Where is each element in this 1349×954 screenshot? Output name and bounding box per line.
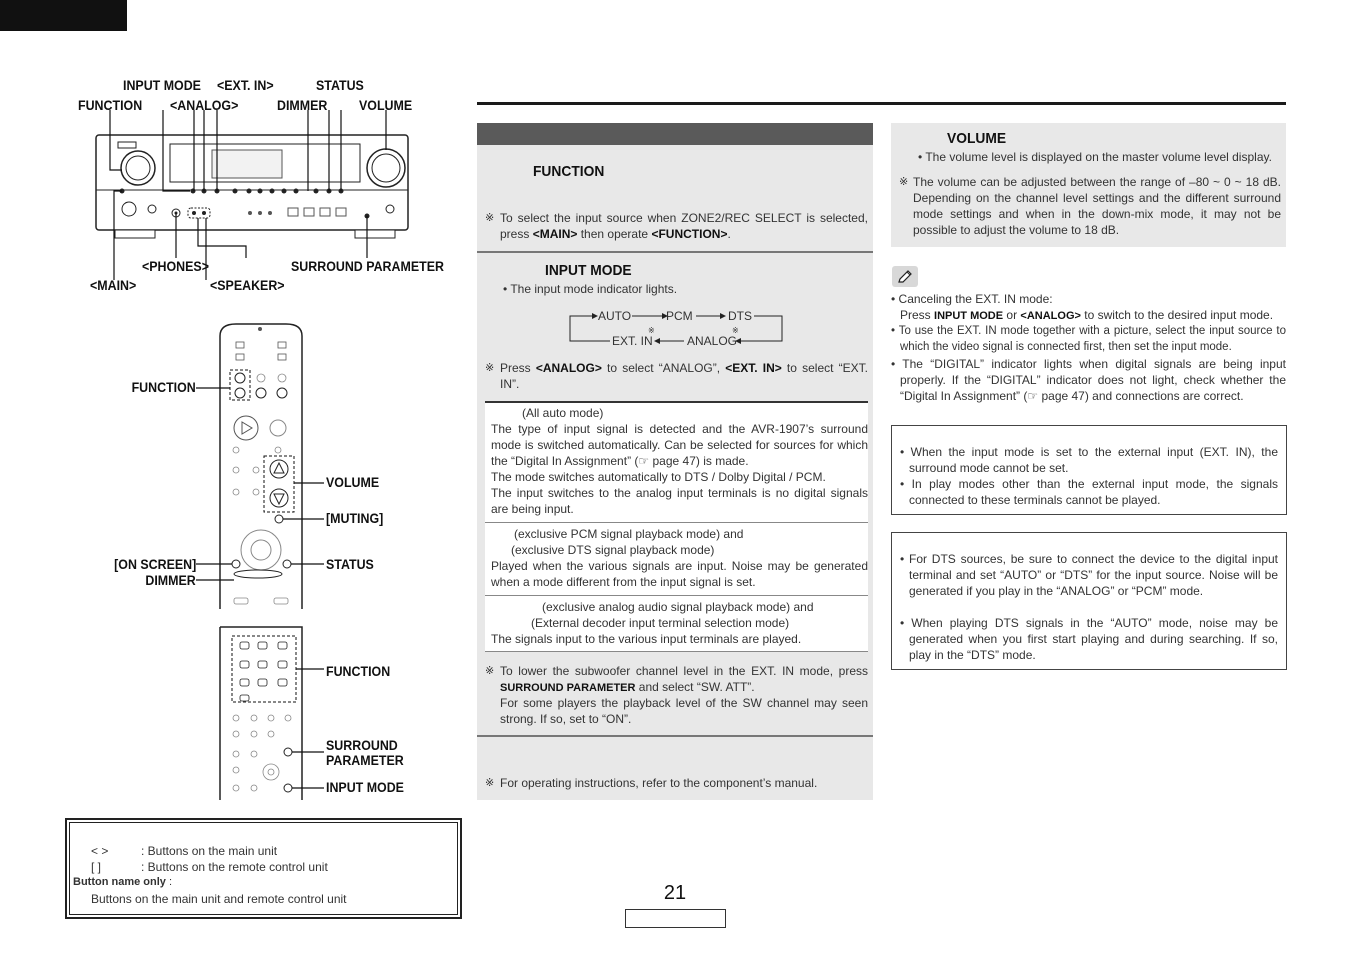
input-mode-note [500,360,868,392]
remote-label-on-screen: [ON SCREEN] [113,557,196,572]
analog-mode-text: The signals input to the various input terminals are played. [491,632,802,646]
function-note-pre: To select the input source when ZONE2/REC SELECT is selected, press [500,211,868,241]
function-section-title: FUNCTION [533,163,605,180]
page-number: 21 [663,882,687,904]
label-volume: VOLUME [359,98,413,113]
remote-label-function-2: FUNCTION [326,664,391,679]
button-legend-box [65,818,462,919]
table-divider [485,522,868,523]
analog-key: <ANALOG> [1020,310,1081,322]
note-mark: ※ [485,777,495,789]
page-tab-marker [0,0,127,31]
main-key: <MAIN> [532,227,578,241]
label-surround-parameter: SURROUND PARAMETER [291,259,444,274]
remote-label-muting: [MUTING] [326,511,384,526]
analog-mode-line: (exclusive analog audio signal playback mode) and [542,600,814,614]
note-mark: ※ [485,665,495,677]
legend-symbol-angle: < > [91,844,109,858]
surround-parameter-key: SURROUND PARAMETER [500,682,636,694]
ext-in-mark: ※ [648,326,655,335]
volume-note: The volume can be adjusted between the range of –80 ~ 0 ~ 18 dB. Depending on the channel level settings and the different surround mode settings and when in the down-mix mode, it may not be possible to adjust the volume to 18 dB. [913,175,1281,237]
subwoofer-note-pre: To lower the subwoofer channel level in the EXT. IN mode, press [500,664,868,678]
note-mark: ※ [485,212,495,224]
legend-symbol-bracket: [ ] [91,860,102,874]
input-note-end: to select “EXT. IN”. [500,361,868,391]
note-box-dts-item-1: • For DTS sources, be sure to connect the device to the digital input terminal and set “AUTO” or “DTS” for the input source. Noise will be generated if you play in the “ANALOG” or “PCM” mode. [900,552,1278,598]
legend-name-only [73,876,172,888]
analog-mark: ※ [732,326,739,335]
label-ext-in: <EXT. IN> [217,78,274,93]
label-speaker: <SPEAKER> [210,278,285,293]
ext-in-key: <EXT. IN> [725,361,782,375]
memo-item-1: • Canceling the EXT. IN mode: [891,292,1053,306]
legend-desc-remote: : Buttons on the remote control unit [141,860,328,874]
memo-end: to switch to the desired input mode. [1080,308,1274,322]
input-mode-section-title: INPUT MODE [545,262,632,279]
mode-pcm: PCM [666,309,693,323]
subwoofer-note-mid: and select “SW. ATT”. [635,680,755,694]
input-note-mid: to select “ANALOG”, [601,361,726,375]
note-mark: ※ [485,362,495,374]
memo-item-1b [900,307,1286,324]
volume-bullet: • The volume level is displayed on the master volume level display. [918,150,1272,164]
label-status: STATUS [316,78,364,93]
label-function: FUNCTION [78,98,143,113]
remote-label-surround: SURROUND [326,738,398,753]
remote-control-illustration [196,322,324,802]
note-box-ext-in-item-1: • When the input mode is set to the external input (EXT. IN), the surround mode cannot be set. [900,445,1278,475]
subwoofer-note-2: For some players the playback level of the SW channel may seen strong. If so, set to “ON”. [500,696,868,726]
memo-pre: Press [900,308,935,322]
label-input-mode: INPUT MODE [123,78,201,93]
legend-desc-both: Buttons on the main unit and remote control unit [91,892,347,906]
function-note [500,210,868,242]
dts-mode-line: (exclusive DTS signal playback mode) [511,543,715,557]
ext-in-mode-line: (External decoder input terminal selection mode) [531,616,790,630]
mode-auto: AUTO [598,309,632,323]
mode-dts: DTS [728,309,752,323]
label-analog: <ANALOG> [170,98,239,113]
note-box-dts-item-2: • When playing DTS signals in the “AUTO” mode, noise may be generated when you first start playing and during searching. If so, play in the “DTS” mode. [900,616,1278,662]
table-bottom-rule [485,651,868,652]
label-dimmer: DIMMER [277,98,328,113]
remote-label-function: FUNCTION [131,380,196,395]
section-top-rule [477,102,1286,105]
analog-key: <ANALOG> [535,361,602,375]
page-number-box [625,909,726,928]
auto-mode-text-3: The input switches to the analog input terminals is no digital signals are being input. [491,486,868,516]
function-note-end: . [727,227,731,241]
memo-item-3: • The “DIGITAL” indicator lights when digital signals are being input properly. If the “DIGITAL” indicator does not light, check whether the “Digital In Assignment” (☞ page 47) and connections are correct. [891,357,1286,403]
divider [477,735,873,737]
note-box-dts [891,532,1287,670]
remote-label-input-mode: INPUT MODE [326,780,404,795]
note-mark: ※ [899,176,909,188]
mode-ext-in: EXT. IN [612,334,653,348]
table-divider [485,595,868,596]
auto-mode-text-2: The mode switches automatically to DTS / Dolby Digital / PCM. [491,470,826,484]
note-box-ext-in-item-2: • In play modes other than the external input mode, the signals connected to these terminals cannot be played. [900,477,1278,507]
volume-section-title: VOLUME [947,130,1007,147]
note-box-ext-in [891,425,1287,515]
input-note-pre: Press [500,361,536,375]
section-header-bar [477,123,873,145]
input-mode-key: INPUT MODE [934,310,1004,322]
mode-analog: ANALOG [687,334,738,348]
pcm-mode-line: (exclusive PCM signal playback mode) and [514,527,744,541]
pencil-icon [892,266,918,287]
operating-note: For operating instructions, refer to the component’s manual. [500,776,818,790]
pcm-dts-text: Played when the various signals are input. Noise may be generated when a mode different from the input signal is set. [491,559,868,589]
legend-name-only-bold: Button name only [73,876,166,888]
memo-item-2: • To use the EXT. IN mode together with a picture, select the input source to which the video signal is connected first, then set the input mode. [891,325,1286,353]
subwoofer-note [500,663,868,696]
function-note-mid: then operate [577,227,652,241]
input-mode-bullet: • The input mode indicator lights. [503,282,678,296]
receiver-front-panel-illustration [60,110,460,280]
auto-mode-text: The type of input signal is detected and the AVR-1907’s surround mode is switched automatically. Can be selected for sources for which the “Digital In Assignment” (☞ page 47) is made. [491,422,868,468]
remote-label-parameter: PARAMETER [326,753,404,768]
function-key: <FUNCTION> [651,227,728,241]
remote-label-dimmer: DIMMER [145,573,196,588]
memo-mid: or [1003,308,1021,322]
legend-colon: : [165,876,173,888]
label-main: <MAIN> [90,278,137,293]
label-phones: <PHONES> [142,259,209,274]
remote-label-volume: VOLUME [326,475,380,490]
table-top-rule [485,401,868,403]
auto-mode-heading: (All auto mode) [522,406,604,420]
legend-desc-main-unit: : Buttons on the main unit [141,844,278,858]
remote-label-status: STATUS [326,557,374,572]
divider [477,251,873,253]
